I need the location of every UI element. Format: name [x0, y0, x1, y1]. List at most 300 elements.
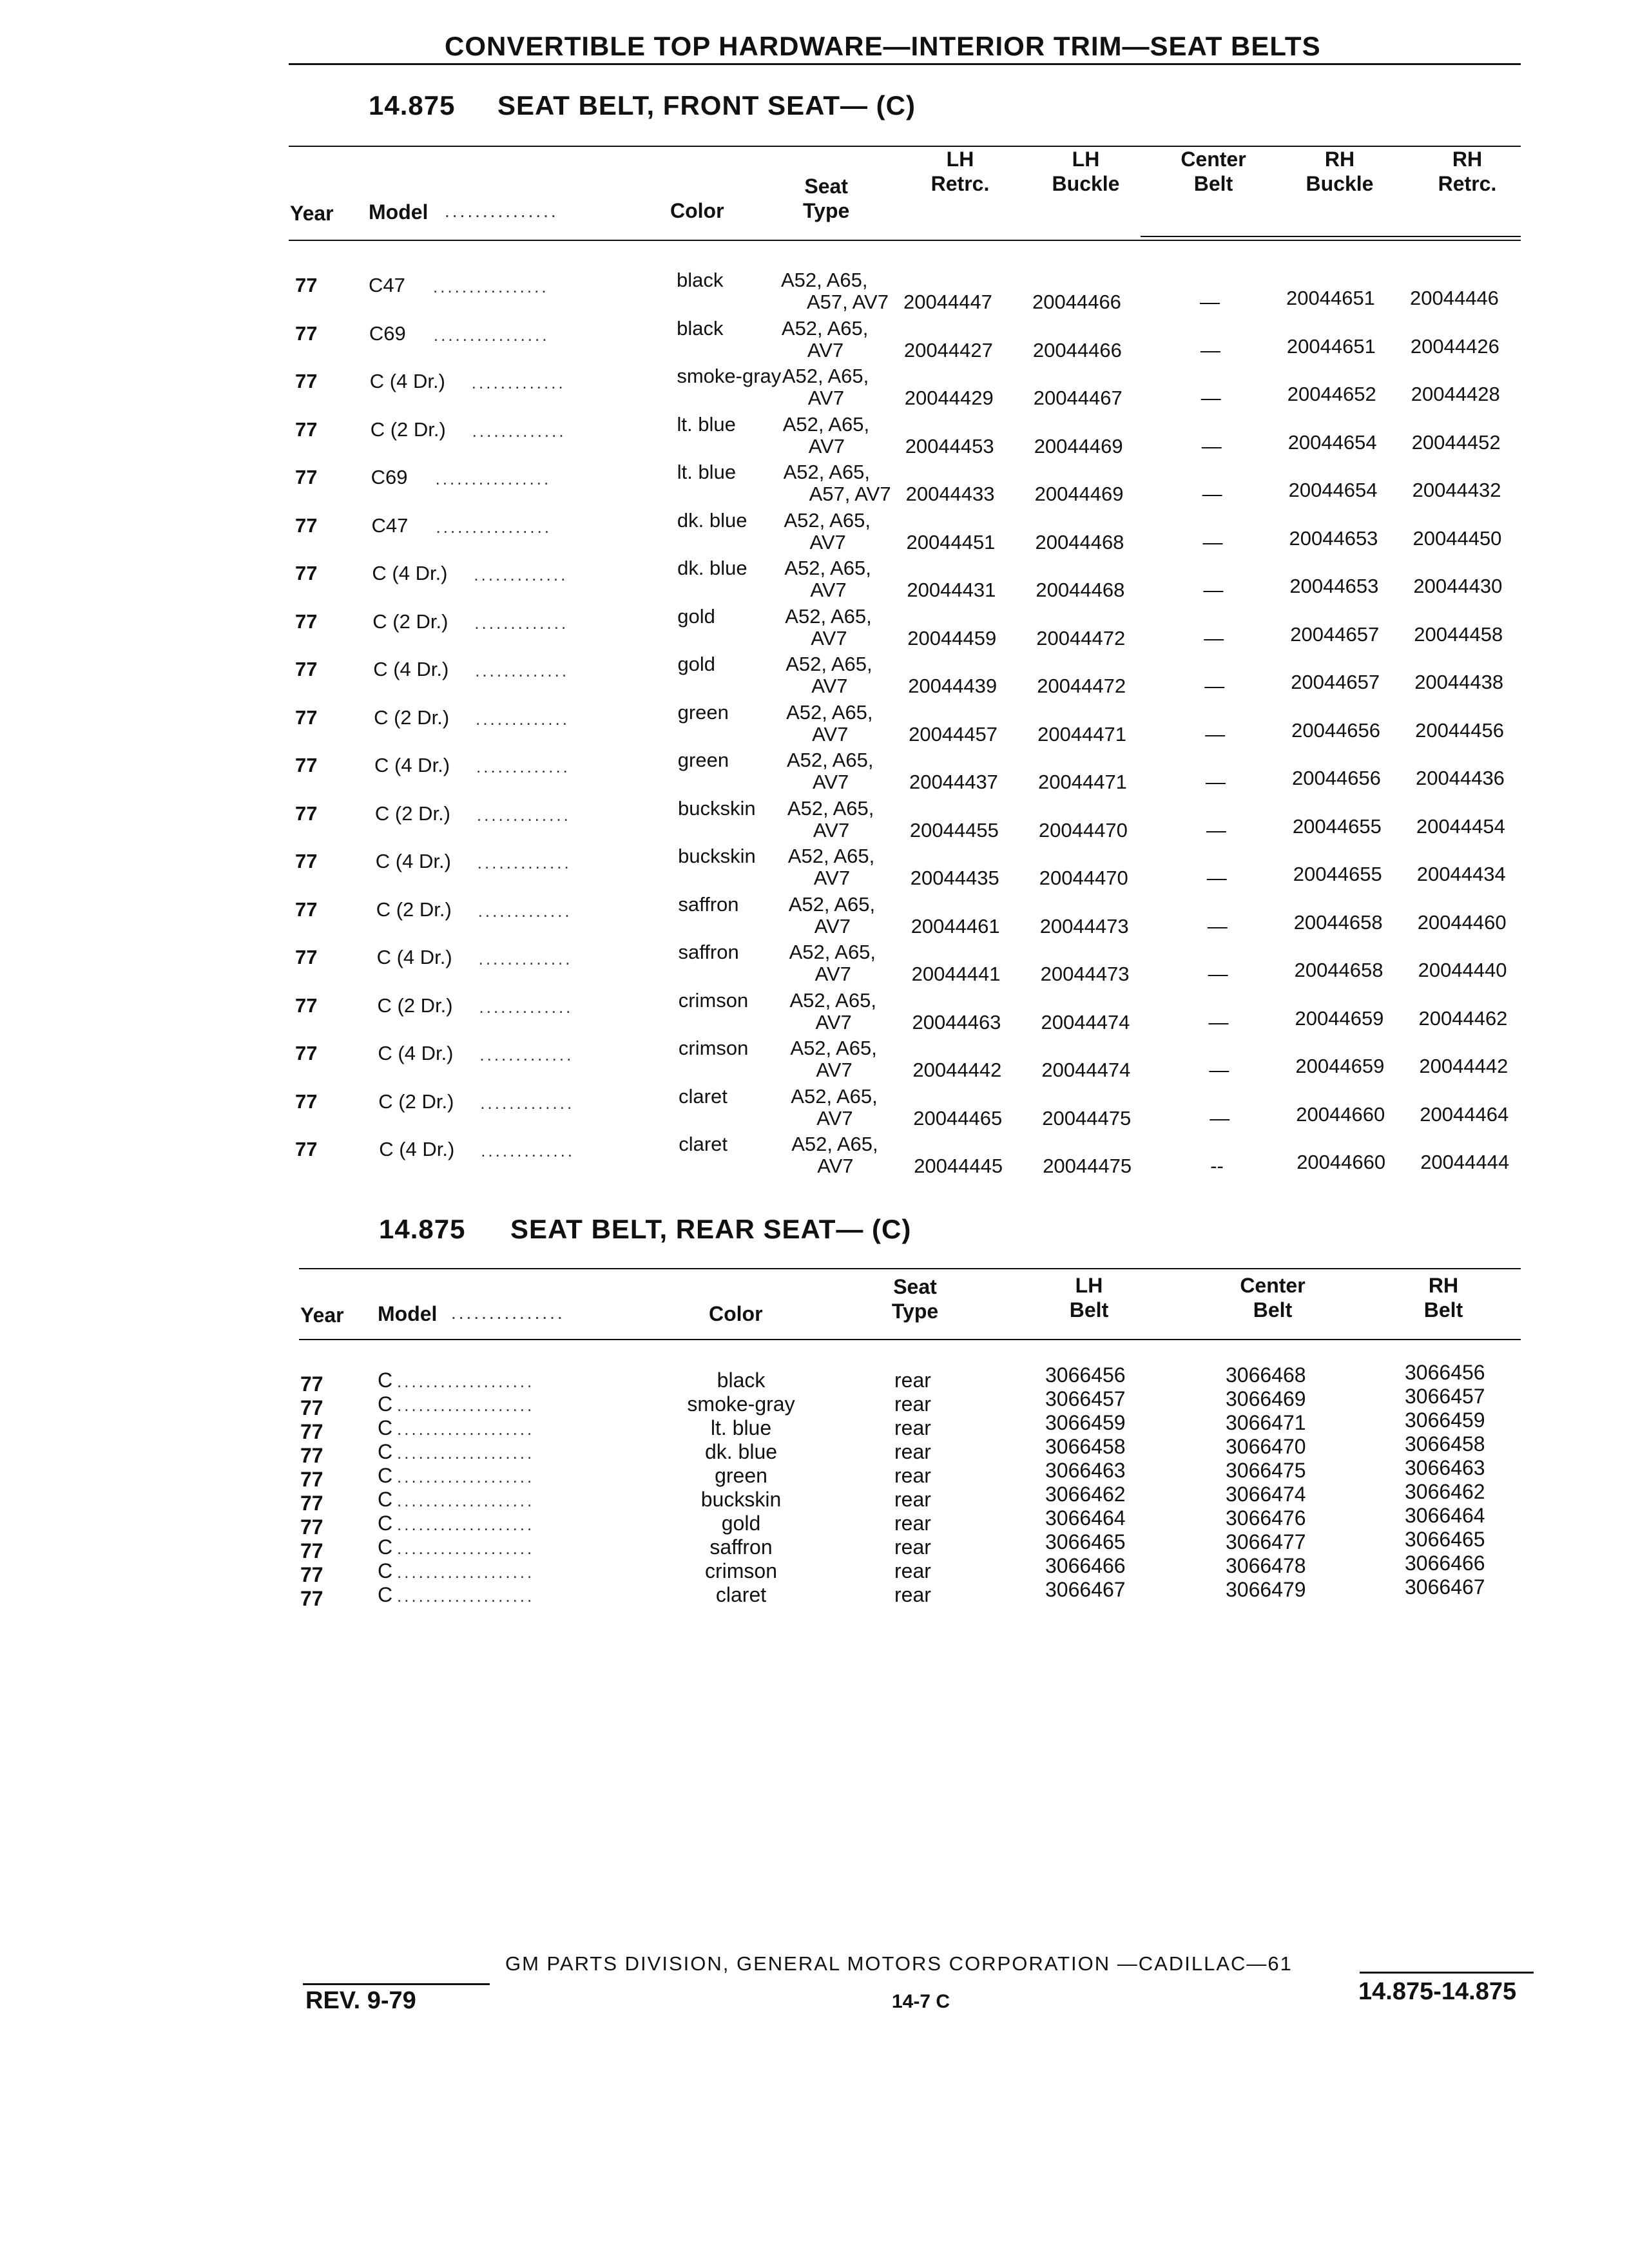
row-seat-type-line2: AV7: [808, 434, 845, 457]
row-center-belt: —: [1202, 483, 1222, 505]
row-year: 77: [295, 850, 318, 872]
row-center-belt: —: [1204, 626, 1224, 649]
row-seat-type-line2: AV7: [813, 818, 850, 841]
row-model: C: [378, 1392, 393, 1416]
row-rh-buckle: 20044653: [1289, 575, 1379, 597]
table-row: 77 C buckskin rear 3066462 3066474 3066462 ...................: [300, 1480, 1485, 1515]
row-color: saffron: [678, 892, 739, 916]
row-rh-buckle: 20044660: [1296, 1151, 1386, 1173]
row-lh-retrc: 20044463: [912, 1010, 1001, 1033]
row-rh-belt: 3066459: [1405, 1408, 1485, 1432]
row-lh-buckle: 20044468: [1035, 530, 1124, 553]
row-center-belt: —: [1206, 818, 1226, 841]
row-model: C (2 Dr.): [378, 1090, 454, 1113]
row-model: C: [378, 1369, 393, 1392]
row-rh-retrc: 20044454: [1416, 814, 1505, 838]
header-lh-buckle: LH Buckle: [1052, 148, 1120, 195]
row-seat-type-line2: AV7: [811, 675, 848, 697]
row-year: 77: [300, 1420, 323, 1443]
row-center-belt: —: [1200, 291, 1220, 313]
header-year: Year: [290, 202, 334, 225]
row-seat-type-line2: AV7: [814, 914, 851, 937]
table-row: 77 C saffron rear 3066465 3066477 3066465 ...................: [300, 1528, 1485, 1562]
row-rh-buckle: 20044657: [1291, 671, 1380, 693]
row-model: C (4 Dr.): [379, 1138, 455, 1160]
row-center-belt: —: [1204, 675, 1225, 697]
row-model-leader: ................: [435, 469, 552, 488]
row-rh-buckle: 20044660: [1296, 1102, 1385, 1126]
footer-revision: REV. 9-79: [305, 1987, 416, 2014]
footer-range: 14.875-14.875: [1358, 1978, 1517, 2005]
front-section-number: 14.875: [369, 90, 456, 120]
row-model: C (2 Dr.): [374, 706, 450, 729]
row-center-belt: —: [1200, 387, 1221, 409]
row-year: 77: [295, 1042, 318, 1064]
row-lh-buckle: 20044474: [1041, 1059, 1131, 1081]
row-model-leader: ...................: [397, 1515, 535, 1534]
row-year: 77: [295, 898, 318, 921]
table-row: [0, 1133, 1629, 1181]
row-color: black: [677, 316, 724, 340]
rear-header-year: Year: [300, 1303, 344, 1327]
row-lh-buckle: 20044466: [1032, 338, 1122, 361]
row-year: 77: [295, 370, 318, 392]
row-rh-buckle: 20044654: [1287, 430, 1377, 454]
row-lh-belt: 3066458: [1045, 1435, 1126, 1458]
row-year: 77: [300, 1444, 323, 1467]
row-seat-type-line2: AV7: [815, 963, 851, 985]
row-model-leader: .............: [476, 757, 570, 776]
row-rh-belt: 3066466: [1405, 1552, 1485, 1575]
row-model: C47: [369, 274, 405, 296]
row-lh-buckle: 20044469: [1034, 483, 1124, 505]
front-header-right-rule: [1141, 236, 1521, 237]
row-lh-buckle: 20044473: [1040, 963, 1130, 985]
row-rh-buckle: 20044653: [1289, 526, 1378, 550]
row-seat-type-line1: A52, A65,: [787, 749, 874, 771]
row-seat-type-line2: AV7: [807, 387, 845, 409]
row-model-leader: ................: [433, 277, 549, 296]
row-model: C: [378, 1416, 393, 1439]
rear-header-seat-type: Seat Type: [891, 1275, 939, 1323]
row-year: 77: [295, 514, 318, 537]
row-lh-buckle: 20044471: [1037, 722, 1127, 745]
row-model: C: [378, 1512, 393, 1535]
row-lh-retrc: 20044437: [909, 771, 998, 793]
row-rh-belt: 3066467: [1405, 1575, 1485, 1599]
row-model-leader: ...................: [397, 1562, 535, 1582]
row-rh-belt: 3066464: [1405, 1504, 1485, 1527]
table-row: [0, 269, 1629, 317]
row-color: dk. blue: [677, 508, 747, 532]
row-rh-retrc: 20044450: [1412, 526, 1502, 550]
row-rh-retrc: 20044432: [1412, 479, 1501, 501]
table-row: 77 C crimson rear 3066466 3066478 3066466 ...................: [300, 1552, 1485, 1586]
row-model-leader: .............: [474, 565, 568, 584]
row-lh-retrc: 20044431: [907, 579, 996, 601]
row-model-leader: ...................: [397, 1539, 535, 1558]
row-lh-buckle: 20044475: [1042, 1106, 1132, 1129]
row-rh-retrc: 20044444: [1420, 1151, 1510, 1173]
row-year: 77: [295, 322, 318, 345]
row-model: C (2 Dr.): [372, 610, 448, 633]
row-lh-retrc: 20044455: [909, 818, 999, 841]
row-lh-retrc: 20044441: [911, 963, 1001, 985]
row-model: C (2 Dr.): [377, 994, 453, 1017]
row-lh-belt: 3066459: [1045, 1411, 1126, 1434]
page-title: CONVERTIBLE TOP HARDWARE—INTERIOR TRIM—SEAT BELTS: [445, 31, 1321, 61]
row-rh-belt: 3066463: [1405, 1456, 1485, 1479]
row-center-belt: 3066477: [1226, 1530, 1306, 1553]
row-color: buckskin: [678, 845, 756, 867]
row-year: 77: [300, 1492, 323, 1515]
row-model-leader: .............: [476, 709, 570, 729]
row-lh-buckle: 20044475: [1043, 1155, 1132, 1177]
row-lh-buckle: 20044472: [1036, 626, 1126, 649]
table-row: 77 C dk. blue rear 3066458 3066470 3066458 ...................: [300, 1432, 1485, 1467]
table-row: [0, 365, 1629, 413]
row-model-leader: ................: [436, 517, 552, 537]
table-row: [0, 845, 1629, 893]
table-row: [0, 414, 1629, 461]
row-lh-retrc: 20044453: [905, 434, 994, 457]
row-model: C (4 Dr.): [375, 850, 451, 872]
row-seat-type-line2: AV7: [810, 579, 847, 601]
row-center-belt: 3066470: [1226, 1435, 1306, 1458]
row-lh-retrc: 20044429: [904, 387, 994, 409]
row-rh-retrc: 20044446: [1410, 287, 1499, 309]
row-color: smoke-gray: [677, 365, 782, 387]
row-seat-type-line1: A52, A65,: [781, 316, 869, 340]
front-header-bottom-rule: [289, 240, 1521, 241]
row-center-belt: 3066468: [1226, 1363, 1306, 1387]
row-model-leader: .............: [479, 1045, 574, 1064]
row-center-belt: 3066469: [1226, 1387, 1306, 1410]
row-color: crimson: [678, 1037, 749, 1059]
row-year: 77: [300, 1372, 323, 1396]
row-model-leader: .............: [478, 949, 573, 968]
rear-header-model: Model: [378, 1302, 438, 1325]
footer-right-rule: [1360, 1972, 1534, 1974]
row-seat-type: rear: [894, 1392, 931, 1416]
row-rh-buckle: 20044658: [1293, 910, 1383, 934]
row-year: 77: [300, 1396, 323, 1419]
table-row: 77 C lt. blue rear 3066459 3066471 3066459 ...................: [300, 1408, 1485, 1443]
row-rh-buckle: 20044652: [1287, 383, 1376, 405]
row-center-belt: —: [1209, 1059, 1229, 1081]
row-lh-retrc: 20044459: [907, 626, 997, 649]
row-lh-belt: 3066457: [1045, 1387, 1126, 1410]
row-lh-retrc: 20044451: [906, 530, 996, 553]
row-lh-retrc: 20044442: [912, 1059, 1002, 1081]
table-row: 77 C gold rear 3066464 3066476 3066464 ...................: [300, 1504, 1485, 1539]
row-model: C (4 Dr.): [374, 754, 450, 776]
row-seat-type: rear: [894, 1535, 931, 1559]
row-center-belt: 3066476: [1226, 1506, 1306, 1530]
row-center-belt: 3066479: [1226, 1578, 1306, 1601]
header-model-leader: ...............: [445, 201, 559, 221]
row-center-belt: —: [1201, 434, 1222, 457]
row-lh-buckle: 20044472: [1037, 675, 1126, 697]
row-seat-type: rear: [894, 1488, 931, 1511]
row-model: C (4 Dr.): [373, 658, 449, 680]
row-lh-buckle: 20044469: [1034, 434, 1123, 457]
row-rh-retrc: 20044428: [1411, 383, 1500, 405]
row-center-belt: —: [1207, 914, 1228, 937]
row-seat-type: rear: [894, 1559, 931, 1582]
rear-header-bottom-rule: [299, 1339, 1521, 1340]
row-model-leader: .............: [476, 805, 571, 825]
row-year: 77: [300, 1563, 323, 1586]
row-year: 77: [295, 658, 318, 680]
row-model-leader: ...................: [397, 1396, 535, 1415]
row-model-leader: .............: [471, 373, 566, 392]
row-year: 77: [295, 706, 318, 729]
row-rh-retrc: 20044438: [1414, 671, 1504, 693]
row-model: C (4 Dr.): [376, 946, 452, 968]
row-model-leader: .............: [477, 853, 572, 872]
row-year: 77: [295, 994, 318, 1017]
row-seat-type-line1: A52, A65,: [786, 700, 873, 724]
row-lh-belt: 3066467: [1045, 1578, 1126, 1601]
row-lh-belt: 3066465: [1045, 1530, 1126, 1553]
row-seat-type-line1: A52, A65,: [789, 988, 876, 1012]
row-rh-retrc: 20044440: [1418, 959, 1507, 981]
row-color: gold: [677, 604, 715, 628]
footer-left-rule: [303, 1983, 490, 1985]
row-seat-type-line2: AV7: [811, 626, 847, 649]
row-model-leader: ...................: [397, 1419, 535, 1439]
row-seat-type-line1: A52, A65,: [787, 845, 875, 867]
row-lh-retrc: 20044427: [903, 338, 993, 361]
rear-header-color: Color: [709, 1302, 763, 1325]
row-rh-buckle: 20044651: [1286, 287, 1375, 309]
table-row: [0, 1086, 1629, 1133]
row-model-leader: ................: [433, 325, 550, 345]
row-year: 77: [295, 1138, 318, 1160]
row-model: C (2 Dr.): [370, 418, 446, 441]
row-color: lt. blue: [677, 461, 737, 483]
rear-section-number: 14.875: [379, 1214, 466, 1244]
row-model-leader: .............: [477, 901, 572, 921]
row-model: C: [378, 1440, 393, 1463]
row-model: C (2 Dr.): [374, 802, 451, 825]
row-rh-belt: 3066458: [1405, 1432, 1485, 1456]
rear-header-model-leader: ...............: [451, 1303, 565, 1323]
row-color: claret: [679, 1133, 728, 1155]
rear-section-title: SEAT BELT, REAR SEAT— (C): [510, 1214, 912, 1244]
row-model: C: [378, 1464, 393, 1487]
row-model-leader: .............: [474, 613, 569, 633]
row-seat-type: rear: [894, 1416, 931, 1439]
row-seat-type-line1: A52, A65,: [791, 1133, 878, 1155]
row-color: dk. blue: [677, 557, 747, 579]
table-row: 77 C smoke-gray rear 3066457 3066469 3066457 ...................: [300, 1385, 1485, 1419]
row-model-leader: .............: [481, 1141, 575, 1160]
table-row: 77 C black rear 3066456 3066468 3066456 ...................: [300, 1361, 1485, 1396]
table-row: [0, 1037, 1629, 1085]
row-center-belt: 3066475: [1226, 1459, 1306, 1482]
row-color: green: [677, 700, 729, 724]
row-model: C69: [369, 322, 406, 345]
row-seat-type-line1: A52, A65,: [786, 653, 872, 675]
row-year: 77: [295, 418, 318, 441]
row-seat-type-line1: A52, A65,: [790, 1037, 877, 1059]
row-rh-retrc: 20044430: [1413, 575, 1503, 597]
row-seat-type-line1: A52, A65,: [791, 1084, 878, 1108]
row-seat-type: rear: [894, 1583, 931, 1606]
row-center-belt: —: [1205, 722, 1226, 745]
row-lh-buckle: 20044467: [1033, 387, 1123, 409]
row-model-leader: ...................: [397, 1467, 535, 1486]
row-lh-retrc: 20044447: [903, 291, 992, 313]
row-seat-type: rear: [894, 1464, 931, 1487]
table-row: [0, 606, 1629, 653]
row-color: black: [677, 269, 724, 291]
row-lh-belt: 3066456: [1045, 1363, 1126, 1387]
row-lh-retrc: 20044445: [914, 1155, 1003, 1177]
row-color: green: [677, 749, 729, 771]
header-rh-retrc: RH Retrc.: [1438, 148, 1497, 195]
row-year: 77: [295, 754, 318, 776]
row-year: 77: [295, 610, 318, 633]
row-rh-retrc: 20044434: [1416, 863, 1506, 885]
header-center-belt: Center Belt: [1181, 148, 1246, 195]
row-rh-retrc: 20044464: [1420, 1102, 1509, 1126]
row-model-leader: .............: [479, 997, 574, 1017]
row-center-belt: —: [1206, 867, 1227, 889]
row-model-leader: .............: [475, 661, 570, 680]
header-seat-type: Seat Type: [803, 175, 850, 222]
row-seat-type-line2: AV7: [816, 1059, 853, 1081]
row-seat-type-line1: A52, A65,: [781, 269, 868, 291]
row-seat-type-line1: A52, A65,: [785, 604, 872, 628]
row-model-leader: .............: [480, 1093, 575, 1113]
row-lh-buckle: 20044470: [1039, 867, 1128, 889]
row-color: buckskin: [677, 796, 756, 820]
row-seat-type-line1: A52, A65,: [783, 461, 871, 483]
row-model: C: [378, 1535, 393, 1559]
row-rh-buckle: 20044651: [1286, 334, 1376, 358]
rear-header-lh-belt: LH Belt: [1069, 1274, 1109, 1321]
row-rh-buckle: 20044658: [1294, 959, 1383, 981]
row-model: C (4 Dr.): [372, 562, 448, 584]
row-rh-buckle: 20044659: [1295, 1006, 1384, 1030]
row-rh-belt: 3066465: [1405, 1528, 1485, 1551]
row-rh-belt: 3066457: [1405, 1385, 1485, 1408]
row-seat-type-line2: AV7: [812, 722, 849, 745]
row-year: 77: [295, 562, 318, 584]
row-seat-type-line2: A57, AV7: [807, 291, 889, 313]
table-row: [0, 318, 1629, 365]
row-year: 77: [300, 1515, 323, 1539]
table-row: [0, 461, 1629, 509]
row-model-leader: .............: [472, 421, 566, 441]
row-lh-retrc: 20044433: [905, 483, 995, 505]
row-rh-retrc: 20044442: [1419, 1055, 1509, 1077]
header-lh-retrc: LH Retrc.: [930, 148, 990, 195]
header-color: Color: [670, 199, 724, 222]
row-seat-type-line2: AV7: [815, 1010, 852, 1033]
header-model: Model: [369, 200, 429, 224]
row-model: C (4 Dr.): [369, 370, 445, 392]
row-rh-retrc: 20044456: [1415, 718, 1505, 742]
table-row: [0, 749, 1629, 797]
row-lh-belt: 3066462: [1045, 1483, 1126, 1506]
row-seat-type-line2: AV7: [817, 1155, 854, 1177]
table-row: [0, 557, 1629, 605]
row-lh-retrc: 20044465: [913, 1106, 1003, 1129]
row-seat-type-line1: A52, A65,: [782, 365, 869, 387]
row-lh-retrc: 20044435: [910, 867, 999, 889]
row-lh-retrc: 20044457: [909, 722, 998, 745]
row-model: C: [378, 1559, 393, 1582]
row-rh-buckle: 20044655: [1292, 814, 1382, 838]
title-rule: [289, 63, 1521, 65]
row-rh-retrc: 20044462: [1418, 1006, 1508, 1030]
row-seat-type-line2: A57, AV7: [809, 483, 891, 505]
row-color: lt. blue: [677, 412, 736, 436]
row-year: 77: [295, 946, 318, 968]
row-rh-belt: 3066462: [1405, 1480, 1485, 1503]
row-lh-buckle: 20044470: [1038, 818, 1128, 841]
footer-page-number: 14-7 C: [892, 1991, 950, 2012]
footer-corporation: GM PARTS DIVISION, GENERAL MOTORS CORPORATION —CADILLAC—61: [505, 1952, 1293, 1975]
row-seat-type-line2: AV7: [813, 867, 851, 889]
row-lh-buckle: 20044471: [1038, 771, 1127, 793]
row-model-leader: ...................: [397, 1372, 535, 1391]
row-seat-type-line2: AV7: [809, 530, 846, 553]
row-year: 77: [300, 1468, 323, 1491]
row-rh-buckle: 20044656: [1292, 767, 1381, 789]
row-model: C: [378, 1488, 393, 1511]
row-model: C (4 Dr.): [378, 1042, 454, 1064]
row-year: 77: [295, 802, 318, 825]
row-seat-type-line1: A52, A65,: [784, 508, 871, 532]
row-model-leader: ...................: [397, 1586, 535, 1606]
header-rh-buckle: RH Buckle: [1306, 148, 1374, 195]
table-row: [0, 894, 1629, 941]
row-rh-retrc: 20044436: [1416, 767, 1505, 789]
row-center-belt: --: [1210, 1155, 1224, 1177]
row-lh-retrc: 20044461: [911, 914, 1000, 937]
row-center-belt: —: [1210, 1106, 1230, 1129]
row-center-belt: —: [1202, 530, 1223, 553]
table-row: 77 C green rear 3066463 3066475 3066463 ...................: [300, 1456, 1485, 1491]
row-year: 77: [295, 1090, 318, 1113]
row-center-belt: —: [1206, 771, 1226, 793]
row-center-belt: —: [1208, 963, 1228, 985]
row-rh-buckle: 20044657: [1290, 622, 1380, 646]
row-lh-belt: 3066463: [1045, 1459, 1126, 1482]
table-row: [0, 941, 1629, 989]
table-row: [0, 510, 1629, 557]
table-row: [0, 653, 1629, 701]
table-row: [0, 990, 1629, 1037]
row-rh-buckle: 20044654: [1288, 479, 1378, 501]
row-color: claret: [679, 1084, 728, 1108]
row-rh-retrc: 20044426: [1410, 334, 1499, 358]
table-row: [0, 798, 1629, 845]
row-center-belt: 3066478: [1226, 1554, 1306, 1577]
row-lh-buckle: 20044468: [1036, 579, 1125, 601]
row-color: crimson: [678, 988, 749, 1012]
row-lh-buckle: 20044473: [1039, 914, 1129, 937]
row-seat-type-line1: A52, A65,: [788, 892, 876, 916]
row-year: 77: [300, 1587, 323, 1610]
row-model-leader: ...................: [397, 1443, 535, 1463]
row-lh-belt: 3066464: [1045, 1506, 1126, 1530]
